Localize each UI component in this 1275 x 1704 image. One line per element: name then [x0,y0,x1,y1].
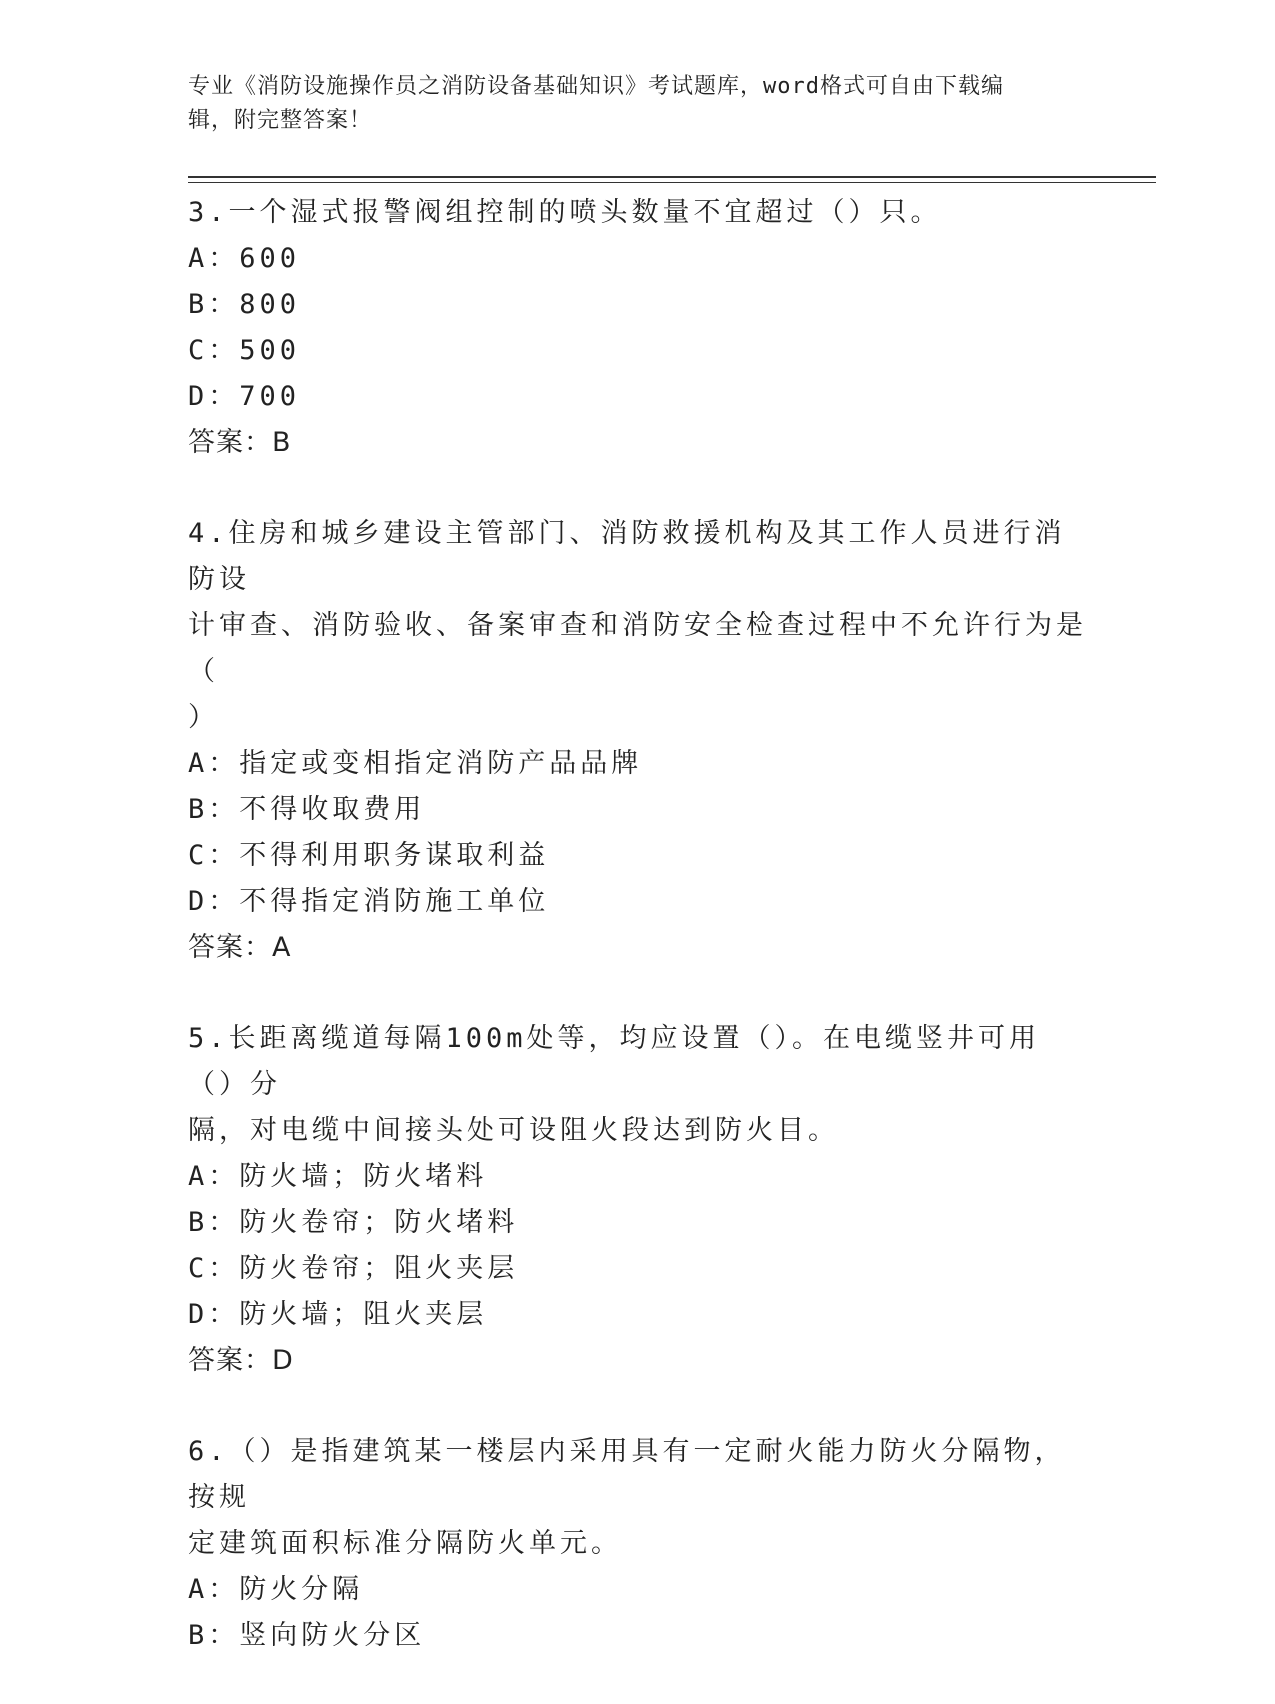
option-a: A：防火分隔 [188,1574,364,1605]
option-b: B：防火卷帘；防火堵料 [188,1207,519,1238]
answer: 答案：A [188,932,292,963]
option-a: A：600 [188,243,301,274]
question-item [188,511,1088,971]
option-a: A：指定或变相指定消防产品品牌 [188,748,643,779]
header-divider [188,176,1156,178]
question-stem: ） [188,702,219,733]
question-list [188,190,1088,1704]
option-c: C：500 [188,335,301,366]
question-stem: 5.长距离缆道每隔100m处等，均应设置（）。在电缆竖井可用（）分 [188,1023,1041,1100]
answer: 答案：B [188,427,292,458]
question-stem: 隔，对电缆中间接头处可设阻火段达到防火目。 [188,1115,839,1146]
option-d: D：700 [188,381,301,412]
question-item [188,1429,1088,1659]
header-line: 专业《消防设施操作员之消防设备基础知识》考试题库，word格式可自由下载编 [188,74,1004,99]
question-item [188,1016,1088,1384]
option-a: A：防火墙；防火堵料 [188,1161,488,1192]
option-d: D：不得指定消防施工单位 [188,886,550,917]
option-b: B：竖向防火分区 [188,1620,426,1651]
option-b: B：800 [188,289,301,320]
question-item [188,190,1088,466]
option-c: C：防火卷帘；阻火夹层 [188,1253,519,1284]
question-stem: 4.住房和城乡建设主管部门、消防救援机构及其工作人员进行消防设 [188,518,1066,595]
question-stem: 6.（）是指建筑某一楼层内采用具有一定耐火能力防火分隔物，按规 [188,1436,1066,1513]
option-c: C：不得利用职务谋取利益 [188,840,550,871]
option-d: D：防火墙；阻火夹层 [188,1299,488,1330]
question-stem: 计审查、消防验收、备案审查和消防安全检查过程中不允许行为是（ [188,610,1087,687]
header-divider-thin [188,182,1156,183]
header-line: 辑，附完整答案！ [188,108,373,133]
question-stem: 定建筑面积标准分隔防火单元。 [188,1528,622,1559]
document-header [188,70,1068,138]
question-stem: 3.一个湿式报警阀组控制的喷头数量不宜超过（）只。 [188,197,942,228]
option-b: B：不得收取费用 [188,794,426,825]
answer: 答案：D [188,1345,294,1376]
